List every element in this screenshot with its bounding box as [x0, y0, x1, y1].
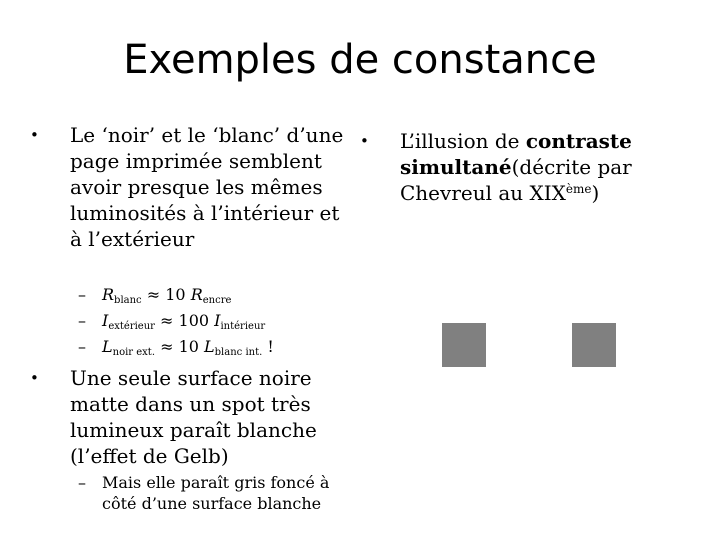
bullet-dot: •: [360, 132, 369, 150]
gray-square-left: [442, 323, 486, 367]
sub-encre: encre: [202, 295, 232, 306]
bullet-contraste-post: (décrite par Chevreul au XIX: [400, 155, 632, 205]
slide-title: Exemples de constance: [123, 37, 597, 83]
formula-illumination: [78, 310, 266, 332]
superscript-eme: ème: [565, 182, 592, 196]
gray-square-right: [572, 323, 616, 367]
sub-dash: –: [78, 473, 86, 492]
formula-reflectance: [78, 284, 232, 306]
var-l2: L: [204, 337, 215, 356]
var-r2: R: [190, 285, 203, 304]
var-r: R: [102, 285, 115, 304]
var-i: I: [102, 311, 109, 330]
bullet-contraste-end: ): [591, 181, 600, 205]
bold-contraste: contraste: [525, 129, 632, 153]
exclamation: !: [262, 337, 274, 356]
bullet-gelb-text: Une seule surface noire matte dans un spot très lumineux paraît blanche (l’effet de Gelb): [70, 366, 317, 468]
var-l: L: [102, 337, 113, 356]
relation: ≈ 10: [155, 337, 205, 356]
bullet-noir-blanc-text: Le ‘noir’ et le ‘blanc’ d’une page imprimée semblent avoir presque les mêmes luminosités à l’intérieur et à l’extérieur: [70, 123, 344, 251]
bullet-gelb: [30, 365, 360, 469]
sub-noir-ext: noir ext.: [112, 347, 155, 358]
bullet-noir-blanc: [30, 122, 355, 252]
sub-bullet-gris-text: Mais elle paraît gris foncé à côté d’une surface blanche: [102, 473, 330, 513]
bullet-dot: •: [30, 126, 39, 144]
sub-blanc: blanc: [114, 295, 142, 306]
bullet-contraste: [360, 128, 670, 206]
sub-dash: –: [78, 285, 86, 304]
sub-dash: –: [78, 337, 86, 356]
sub-blanc-int: blanc int.: [214, 347, 263, 358]
sub-dash: –: [78, 311, 86, 330]
relation: ≈ 10: [141, 285, 191, 304]
sub-exterieur: extérieur: [108, 321, 155, 332]
sub-interieur: intérieur: [220, 321, 266, 332]
sub-bullet-gris: [78, 472, 357, 514]
bullet-dot: •: [30, 369, 39, 387]
bullet-contraste-pre: L’illusion de: [400, 129, 526, 153]
formula-luminance: [78, 336, 274, 358]
bold-simultane: simultané: [400, 155, 512, 179]
relation: ≈ 100: [154, 311, 215, 330]
var-i2: I: [214, 311, 221, 330]
